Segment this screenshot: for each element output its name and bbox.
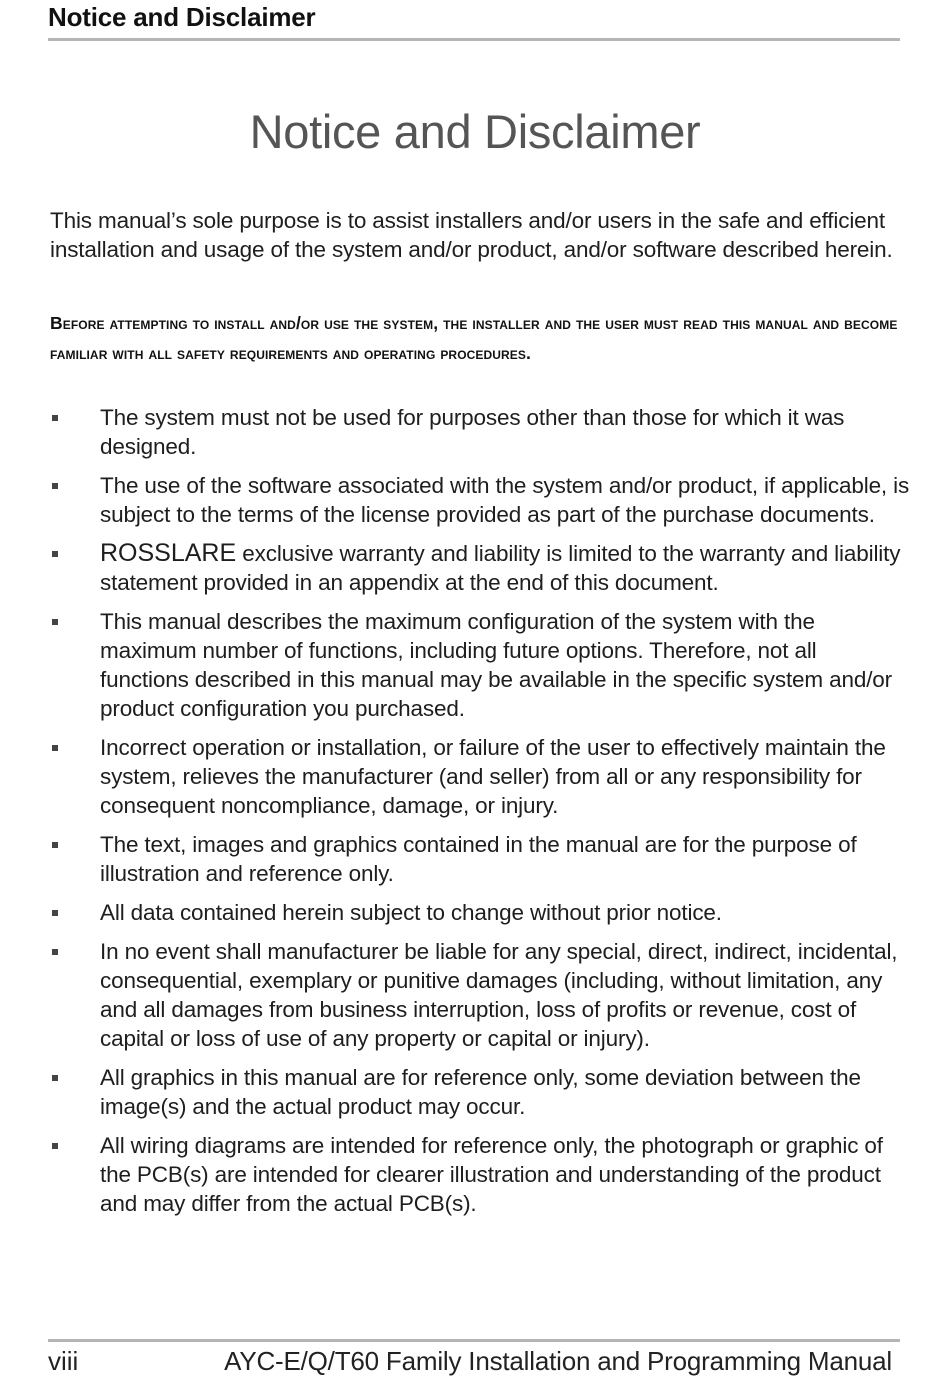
disclaimer-text: All graphics in this manual are for reference only, some deviation between the image(s) and the actual product may occur. bbox=[100, 1065, 861, 1119]
intro-paragraph: This manual’s sole purpose is to assist installers and/or users in the safe and efficient installation and usage of the system and/or product, and/or software described herein. bbox=[50, 208, 893, 262]
square-bullet-icon bbox=[52, 415, 58, 421]
disclaimer-text: This manual describes the maximum configuration of the system with the maximum number of functions, including future options. Therefore, not all functions described in this manual may be available in the specific system and/or product configuration you purchased. bbox=[100, 609, 893, 721]
disclaimer-item bbox=[50, 733, 910, 820]
disclaimer-list bbox=[50, 403, 910, 1228]
disclaimer-item bbox=[50, 898, 910, 927]
square-bullet-icon bbox=[52, 483, 58, 489]
disclaimer-text: All data contained herein subject to change without prior notice. bbox=[100, 900, 722, 925]
disclaimer-item bbox=[50, 937, 910, 1053]
disclaimer-text: Incorrect operation or installation, or failure of the user to effectively maintain the system, relieves the manufacturer (and seller) from all or any responsibility for consequent noncompliance, damage, or injury. bbox=[100, 735, 886, 818]
disclaimer-text: The text, images and graphics contained in the manual are for the purpose of illustration and reference only. bbox=[100, 832, 857, 886]
disclaimer-item bbox=[50, 607, 910, 723]
disclaimer-text: exclusive warranty and liability is limited to the warranty and liability statement provided in an appendix at the end of this document. bbox=[100, 541, 901, 595]
manual-title: AYC-E/Q/T60 Family Installation and Programming Manual bbox=[224, 1346, 892, 1376]
safety-warning: Before attempting to install and/or use the system, the installer and the user must read this manual and become familiar with all safety requirements and operating procedures. bbox=[50, 313, 898, 363]
running-header bbox=[48, 0, 900, 41]
page-title: Notice and Disclaimer bbox=[249, 105, 701, 158]
disclaimer-text: All wiring diagrams are intended for reference only, the photograph or graphic of the PCB(s) are intended for clearer illustration and understanding of the product and may differ from the actual PCB(s). bbox=[100, 1133, 883, 1216]
disclaimer-item bbox=[50, 539, 910, 597]
square-bullet-icon bbox=[52, 1075, 58, 1081]
running-footer bbox=[48, 1339, 900, 1387]
disclaimer-text: The use of the software associated with the system and/or product, if applicable, is subject to the terms of the license provided as part of the purchase documents. bbox=[100, 473, 910, 527]
disclaimer-item bbox=[50, 1131, 910, 1218]
square-bullet-icon bbox=[52, 842, 58, 848]
square-bullet-icon bbox=[52, 619, 58, 625]
square-bullet-icon bbox=[52, 745, 58, 751]
square-bullet-icon bbox=[52, 551, 58, 557]
square-bullet-icon bbox=[52, 910, 58, 916]
page-number: viii bbox=[48, 1346, 79, 1376]
square-bullet-icon bbox=[52, 1143, 58, 1149]
disclaimer-item bbox=[50, 403, 910, 461]
disclaimer-item bbox=[50, 830, 910, 888]
disclaimer-text: In no event shall manufacturer be liable for any special, direct, indirect, incidental, consequential, exemplary or punitive damages (including, without limitation, any and all damages from business interruption, loss of profits or revenue, cost of capital or loss of use of any property or capital or injury). bbox=[100, 939, 898, 1051]
disclaimer-text: The system must not be used for purposes other than those for which it was designed. bbox=[100, 405, 845, 459]
brand-name: ROSSLARE bbox=[100, 539, 237, 567]
disclaimer-item bbox=[50, 471, 910, 529]
disclaimer-item bbox=[50, 1063, 910, 1121]
square-bullet-icon bbox=[52, 949, 58, 955]
running-header-title: Notice and Disclaimer bbox=[48, 2, 316, 32]
